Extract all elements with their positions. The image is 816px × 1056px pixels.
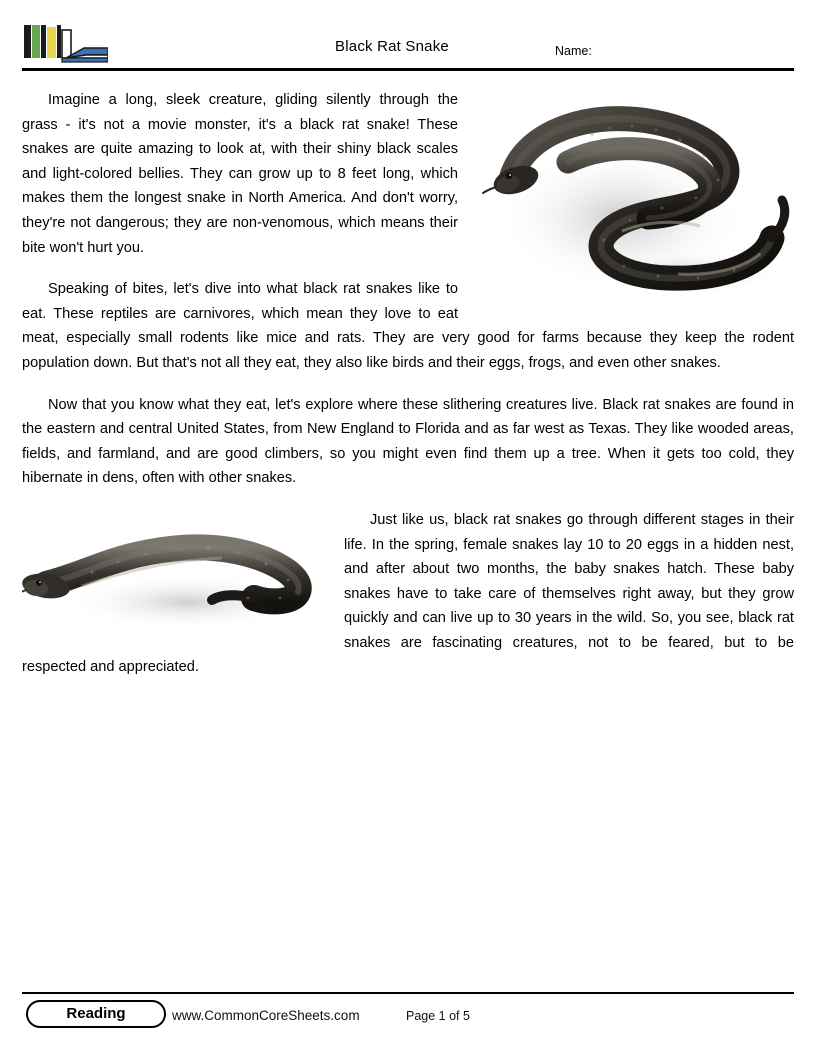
paragraph-text: Imagine a long, sleek creature, gliding silently through the grass - it's not a movie monster, it's a black rat snake! These snakes are quite amazing to look at, with their shiny black scales and light-colored bellies. They can grow up to 8 feet long, which makes them the longest snake in North America. And don't worry, they're not dangerous; they are non-venomous, which means their bite won't hurt you. [22,92,458,256]
site-url: www.CommonCoreSheets.com [172,1008,360,1023]
coiled-black-rat-snake-photo [472,88,794,310]
article-body [22,88,794,697]
stacked-books-icon [22,24,108,68]
article-paragraph-3 [22,393,794,491]
black-rat-snake-crawling-photo [22,510,328,642]
paragraph-text: Just like us, black rat snakes go through different stages in their life. In the spring, female snakes lay 10 to 20 eggs in a hidden nest, and after about two months, the baby snakes hatch. These baby snakes have to take care of themselves right away, but they grow quickly and can live up to 30 years in the wild. So, you see, black rat snakes are fascinating creatures, not to be feared, but to be respected and appreciated. [22,511,794,676]
name-field-label: Name: [555,44,592,58]
subject-badge-label: Reading [66,1005,126,1022]
subject-badge [26,1000,166,1028]
paragraph-text: Speaking of bites, let's dive into what black rat snakes like to eat. These reptiles are carnivores, which mean they love to eat meat, especially small rodents like mice and rats. They are very good for farms because they keep the rodent population down. But that's not all they eat, they also like birds and their eggs, frogs, and even other snakes. [22,281,794,371]
header-divider [22,68,794,71]
paragraph-text: Now that you know what they eat, let's explore where these slithering creatures live. Black rat snakes are found in the eastern and central United States, from New England to Florida and as far west as Texas. They like wooded areas, fields, and farmland, and are good climbers, so you might even find them up a tree. When it gets too cold, they hibernate in dens, often with other snakes. [22,396,794,487]
footer-divider [22,992,794,994]
page-indicator: Page 1 of 5 [406,1009,470,1023]
page-title: Black Rat Snake [335,38,449,55]
page-header [22,22,794,68]
